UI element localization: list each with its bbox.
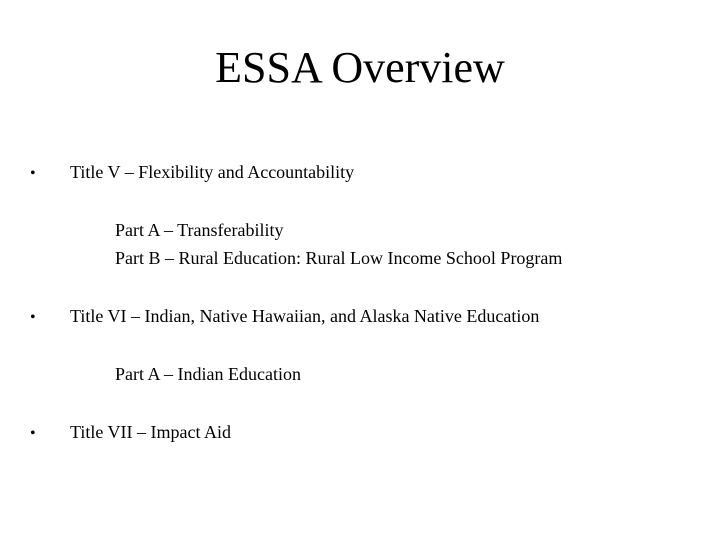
bullet-icon: • (30, 165, 36, 182)
bullet-text: Title V – Flexibility and Accountability (70, 162, 355, 182)
bullet-text: Title VI – Indian, Native Hawaiian, and Alaska Native Education (70, 306, 540, 326)
sub-item-part-b-rural-education: Part B – Rural Education: Rural Low Income School Program (115, 248, 563, 268)
bullet-item-title-v (30, 160, 354, 186)
bullet-icon: • (30, 425, 36, 442)
slide-title: ESSA Overview (215, 43, 505, 92)
bullet-item-title-vi (30, 304, 539, 330)
sub-item-part-a-transferability: Part A – Transferability (115, 220, 284, 240)
bullet-icon: • (30, 309, 36, 326)
sub-item-part-a-indian-education: Part A – Indian Education (115, 364, 301, 384)
bullet-text: Title VII – Impact Aid (70, 422, 231, 442)
bullet-item-title-vii (30, 420, 231, 446)
